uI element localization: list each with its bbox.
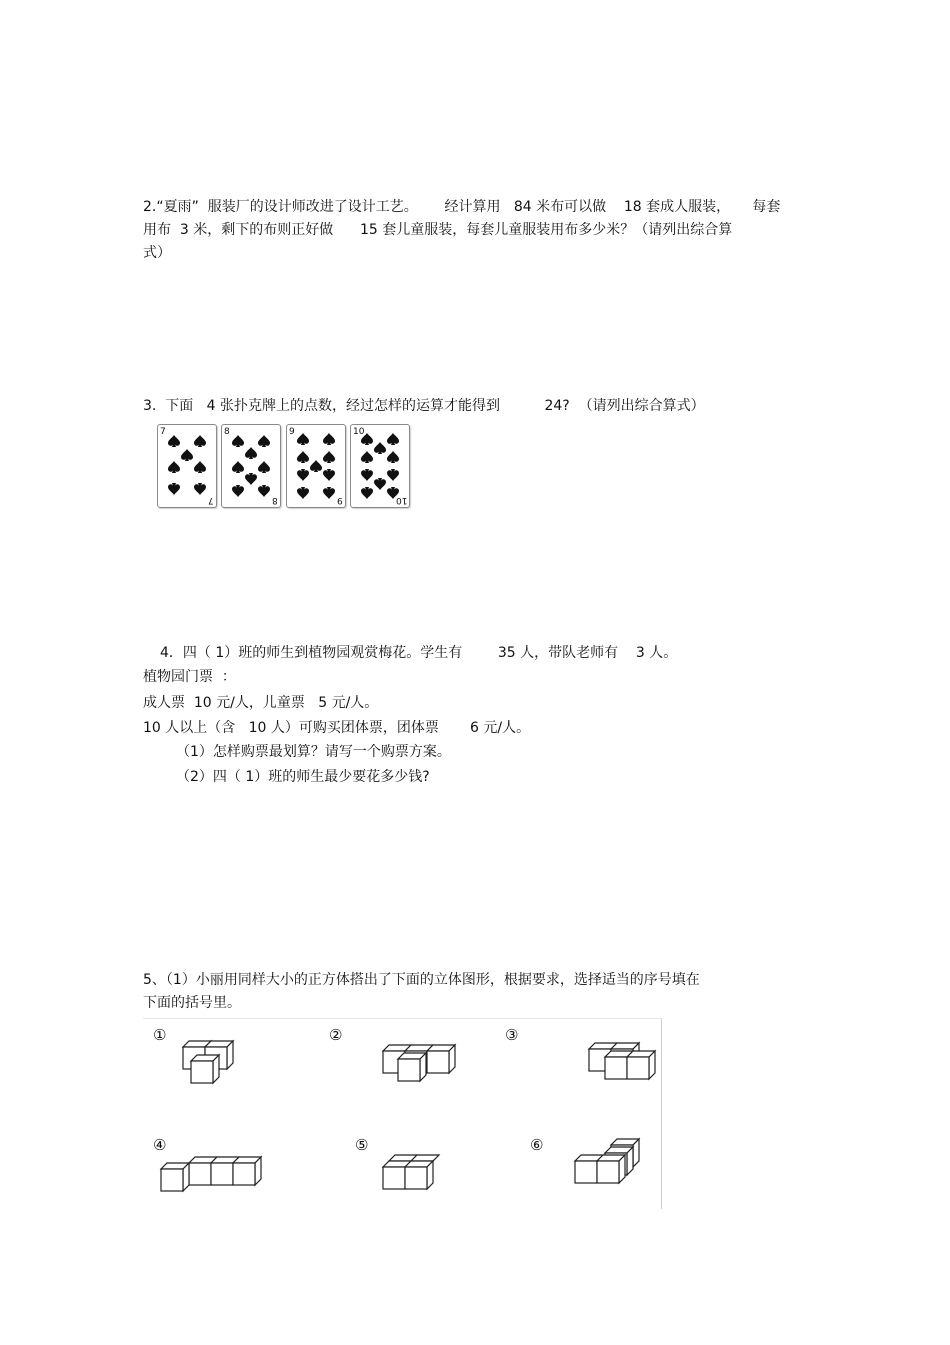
playing-card-7 (157, 424, 217, 508)
q4-sub-question-2: （2）四（ 1）班的师生最少要花多少钱? (176, 769, 430, 785)
playing-card-9 (286, 424, 346, 508)
q4-line-4: 10 人以上（含 10 人）可购买团体票，团体票 6 元/人。 (143, 720, 531, 736)
card-rank: 7 (208, 495, 214, 505)
figure-label-4: ④ (153, 1136, 167, 1154)
q2-line-2: 用布 3 米，剩下的布则正好做 15 套儿童服装，每套儿童服装用布多少米？（请列出综合算 (143, 222, 733, 238)
card-rank: 9 (289, 427, 295, 437)
card-rank: 7 (160, 427, 166, 437)
card-rank: 9 (337, 495, 343, 505)
playing-card-10 (350, 424, 410, 508)
figure-label-6: ⑥ (530, 1136, 544, 1154)
spade-icon (351, 425, 409, 507)
figure-label-1: ① (153, 1026, 167, 1044)
cube-figures-panel (143, 1018, 662, 1209)
playing-card-8 (221, 424, 281, 508)
figure-label-3: ③ (505, 1026, 519, 1044)
spade-icon (287, 425, 345, 507)
q5-line-2: 下面的括号里。 (143, 995, 241, 1011)
playing-cards (155, 424, 415, 508)
q4-sub-question-1: （1）怎样购票最划算？请写一个购票方案。 (176, 744, 451, 760)
cube-figure-4 (161, 1157, 261, 1191)
q2-line-1: 2.“夏雨” 服装厂的设计师改进了设计工艺。 经计算用 84 米布可以做 18 套成人服装， 每套 (143, 199, 781, 215)
q4-line-1: 4．四（ 1）班的师生到植物园观赏梅花。学生有 35 人，带队老师有 3 人。 (160, 645, 678, 661)
cube-figure-5 (383, 1155, 439, 1189)
cube-figure-1 (183, 1041, 233, 1083)
q5-line-1: 5、（1）小丽用同样大小的正方体搭出了下面的立体图形，根据要求，选择适当的序号填在 (143, 972, 700, 988)
q4-line-3: 成人票 10 元/人，儿童票 5 元/人。 (143, 695, 379, 711)
spade-icon (222, 425, 280, 507)
spade-icon (158, 425, 216, 507)
figure-label-2: ② (329, 1026, 343, 1044)
card-rank: 8 (272, 495, 278, 505)
q2-line-3: 式） (143, 245, 171, 261)
cube-figures-drawing (143, 1019, 661, 1209)
figure-label-5: ⑤ (355, 1136, 369, 1154)
cube-figure-6 (575, 1139, 639, 1183)
q4-line-2: 植物园门票 ： (143, 669, 236, 685)
card-rank: 10 (395, 495, 407, 505)
card-rank: 8 (224, 427, 230, 437)
q3-text: 3. 下面 4 张扑克牌上的点数，经过怎样的运算才能得到 24? （请列出综合算式） (143, 398, 705, 414)
card-rank: 10 (353, 427, 365, 437)
cube-figure-2 (383, 1045, 455, 1081)
cube-figure-3 (589, 1043, 655, 1079)
